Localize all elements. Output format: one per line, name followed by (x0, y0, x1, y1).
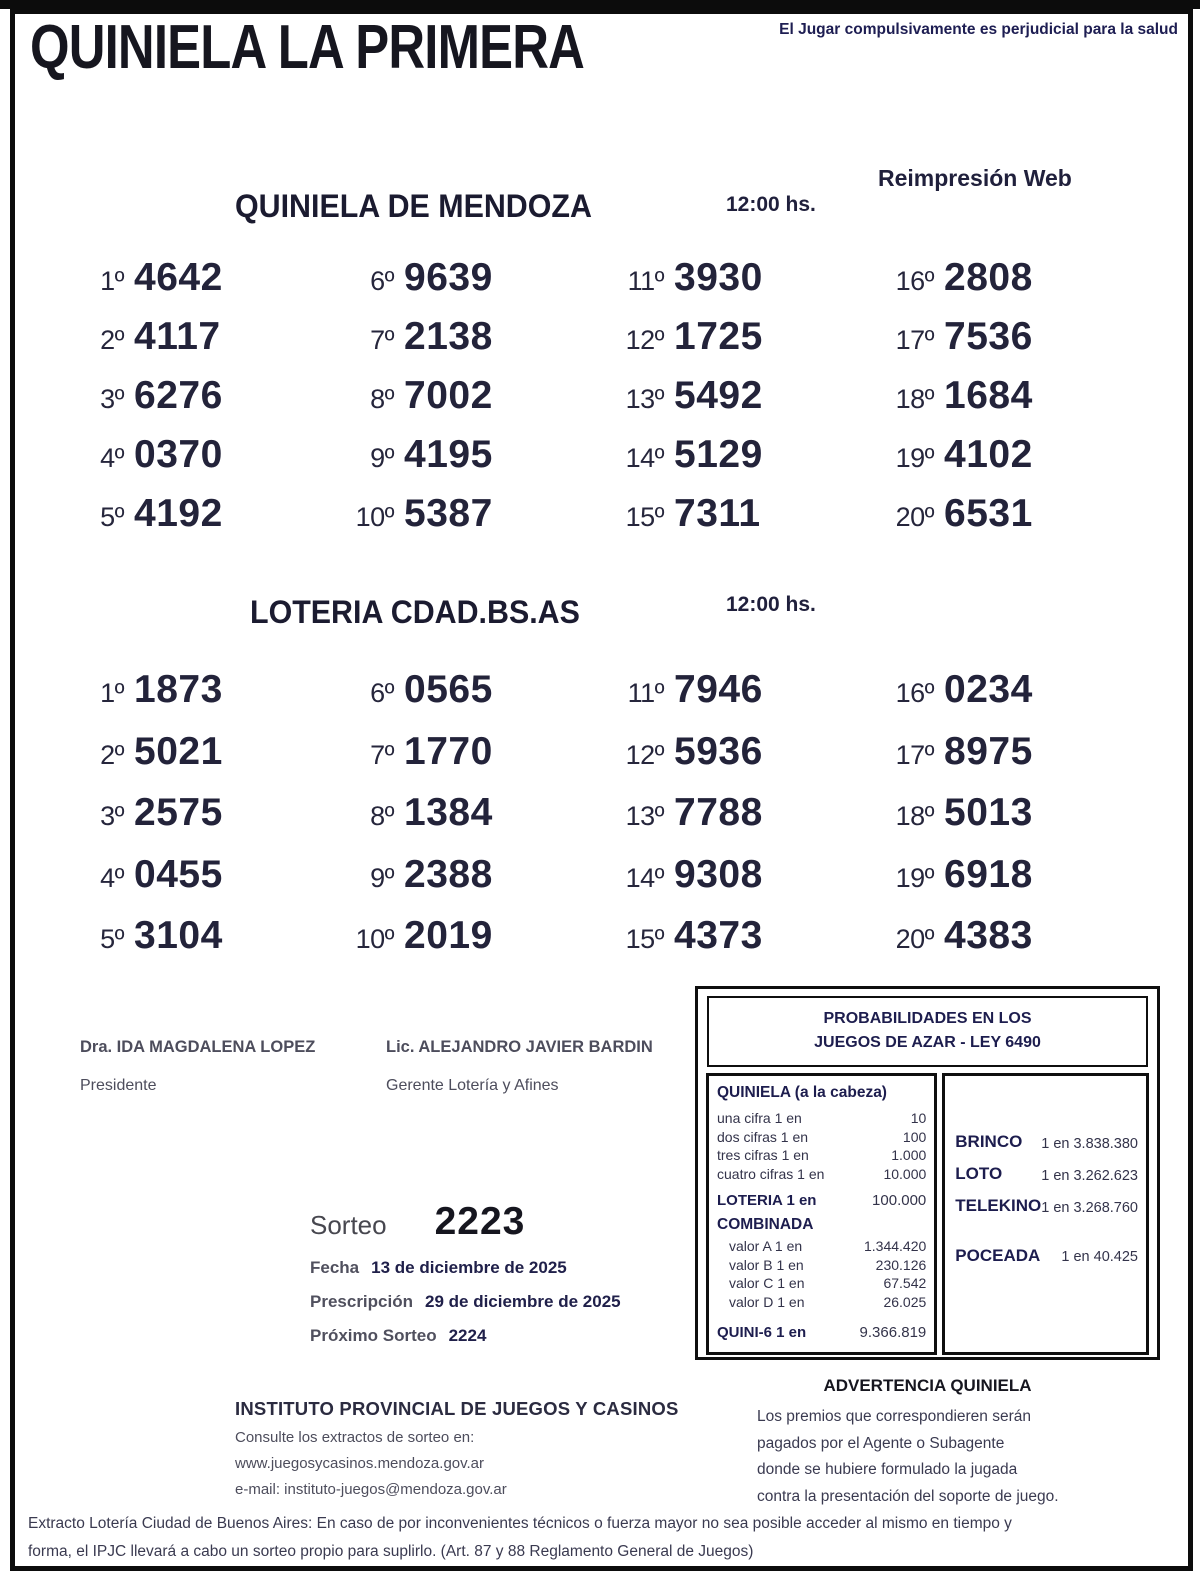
result-position: 16º (895, 266, 934, 296)
signature-block (386, 1038, 653, 1095)
result-position: 4º (100, 443, 124, 473)
result-number: 0565 (404, 668, 493, 711)
draw-title-bsas: LOTERIA CDAD.BS.AS (250, 594, 580, 630)
probability-label: valor A 1 en (729, 1238, 803, 1254)
results-grid-bsas (62, 668, 1142, 976)
quini6-odds-value: 9.366.819 (859, 1324, 927, 1341)
result-cell (872, 433, 1142, 492)
result-position: 19º (895, 862, 934, 893)
probabilities-left-panel (706, 1073, 937, 1355)
result-cell (332, 853, 602, 915)
result-position: 3º (100, 801, 124, 832)
signatory-role: Gerente Lotería y Afines (386, 1077, 559, 1094)
result-cell (602, 914, 872, 976)
result-position: 4º (100, 862, 124, 893)
probability-value: 10.000 (883, 1165, 927, 1182)
result-number: 2388 (404, 852, 493, 896)
signatory-name: Dra. IDA MAGDALENA LOPEZ (80, 1038, 316, 1056)
result-cell (62, 433, 332, 492)
game-odds (955, 1160, 1138, 1184)
result-cell (602, 315, 872, 374)
probability-row (717, 1109, 926, 1128)
probability-value: 1.000 (891, 1147, 927, 1163)
result-cell (872, 492, 1142, 551)
result-cell (62, 668, 332, 730)
result-position: 9º (370, 443, 394, 473)
result-cell (602, 853, 872, 915)
game-odds (955, 1246, 1138, 1266)
result-cell (872, 791, 1142, 853)
result-number: 6918 (944, 852, 1033, 896)
result-number: 8975 (944, 729, 1033, 773)
proximo-sorteo-label: Próximo Sorteo (310, 1326, 437, 1345)
probability-label: dos cifras 1 en (717, 1128, 809, 1145)
instituto-consulte-line: Consulte los extractos de sorteo en: (235, 1429, 475, 1446)
result-position: 20º (895, 502, 934, 532)
combinada-header: COMBINADA (717, 1216, 814, 1233)
fecha-value: 13 de diciembre de 2025 (371, 1258, 567, 1277)
fecha-label: Fecha (310, 1258, 360, 1277)
result-number: 2575 (134, 791, 223, 835)
result-cell (872, 914, 1142, 976)
result-position: 17º (895, 325, 934, 355)
signatory-role: Presidente (80, 1077, 157, 1094)
result-position: 17º (895, 739, 934, 770)
result-number: 7002 (404, 374, 493, 417)
advertencia-title: ADVERTENCIA QUINIELA (823, 1376, 1032, 1395)
probability-value: 10 (910, 1110, 927, 1126)
result-cell (872, 374, 1142, 433)
result-cell (872, 668, 1142, 730)
signatures (80, 1038, 653, 1095)
signature-block (80, 1038, 328, 1095)
prescripcion-value: 29 de diciembre de 2025 (425, 1292, 621, 1311)
result-position: 7º (370, 739, 394, 770)
result-cell (62, 853, 332, 915)
result-cell (332, 433, 602, 492)
result-number: 1684 (944, 374, 1033, 417)
quiniela-odds-rows (717, 1109, 926, 1183)
game-name: BRINCO (955, 1132, 1023, 1151)
probabilities-title (707, 996, 1148, 1067)
result-number: 7788 (674, 791, 763, 835)
result-position: 15º (625, 924, 664, 955)
probability-value: 26.025 (883, 1293, 927, 1310)
result-position: 2º (100, 739, 124, 770)
prescripcion-label: Prescripción (310, 1292, 413, 1311)
result-number: 0234 (944, 668, 1033, 711)
quiniela-odds-header: QUINIELA (a la cabeza) (717, 1084, 887, 1101)
draw-time-mendoza: 12:00 hs. (726, 193, 816, 216)
probabilities-title-line2: JUEGOS DE AZAR - LEY 6490 (814, 1034, 1041, 1051)
probability-label: cuatro cifras 1 en (717, 1165, 825, 1182)
result-number: 5492 (674, 374, 763, 417)
result-position: 12º (625, 739, 664, 770)
instituto-block (235, 1398, 679, 1498)
game-odds-value: 1 en 40.425 (1061, 1249, 1138, 1265)
result-position: 13º (625, 801, 664, 832)
result-number: 5387 (404, 492, 493, 535)
game-odds (955, 1128, 1138, 1152)
probability-value: 1.344.420 (863, 1238, 927, 1254)
result-cell (872, 853, 1142, 915)
result-number: 4383 (944, 914, 1033, 958)
result-cell (62, 492, 332, 551)
game-odds (955, 1192, 1138, 1216)
signatory-name: Lic. ALEJANDRO JAVIER BARDIN (386, 1038, 653, 1056)
result-position: 6º (370, 266, 394, 296)
result-position: 10º (355, 502, 394, 532)
probabilities-box (695, 986, 1160, 1360)
result-cell (332, 315, 602, 374)
result-cell (62, 914, 332, 976)
result-cell (602, 492, 872, 551)
result-number: 6531 (944, 492, 1033, 535)
result-cell (602, 374, 872, 433)
results-grid-mendoza (62, 256, 1142, 551)
result-position: 7º (370, 325, 394, 355)
result-position: 11º (627, 678, 664, 708)
result-number: 3104 (134, 914, 223, 958)
instituto-website: www.juegosycasinos.mendoza.gov.ar (235, 1455, 485, 1472)
result-cell (872, 730, 1142, 792)
result-number: 4192 (134, 492, 223, 535)
page-title: QUINIELA LA PRIMERA (30, 13, 585, 82)
advertencia-line: contra la presentación del soporte de juego. (757, 1487, 1059, 1505)
result-position: 15º (625, 502, 664, 532)
probabilities-right-panel (942, 1073, 1149, 1355)
result-position: 14º (625, 862, 664, 893)
instituto-name: INSTITUTO PROVINCIAL DE JUEGOS Y CASINOS (235, 1398, 679, 1419)
result-position: 12º (625, 325, 664, 355)
sorteo-block (310, 1200, 621, 1346)
game-odds-value: 1 en 3.838.380 (1041, 1136, 1138, 1152)
result-number: 0455 (134, 852, 223, 896)
result-number: 9639 (404, 256, 493, 299)
probability-label: una cifra 1 en (717, 1110, 802, 1126)
probability-row (717, 1128, 926, 1147)
sorteo-label: Sorteo (310, 1210, 387, 1240)
result-number: 2019 (404, 914, 493, 958)
result-number: 5129 (674, 433, 763, 476)
result-number: 3930 (674, 256, 763, 299)
probability-row (717, 1293, 926, 1312)
result-cell (872, 256, 1142, 315)
reprint-label: Reimpresión Web (878, 165, 1072, 191)
result-cell (62, 315, 332, 374)
result-number: 1384 (404, 791, 493, 835)
result-number: 5936 (674, 729, 763, 773)
result-position: 20º (895, 924, 934, 955)
result-cell (332, 256, 602, 315)
probability-label: valor B 1 en (729, 1256, 804, 1273)
probability-row (717, 1256, 926, 1275)
result-cell (62, 791, 332, 853)
result-position: 18º (895, 384, 934, 414)
probability-value: 100 (902, 1128, 927, 1145)
footer-note (28, 1510, 1178, 1566)
result-cell (602, 256, 872, 315)
probabilities-title-line1: PROBABILIDADES EN LOS (823, 1010, 1032, 1027)
probability-row (717, 1165, 926, 1184)
result-cell (62, 730, 332, 792)
footer-line-1: Extracto Lotería Ciudad de Buenos Aires: En caso de por inconvenientes técnicos o fuerza mayor no sea posible acceder al mismo en tiempo y (28, 1515, 1012, 1532)
advertencia-line: pagados por el Agente o Subagente (757, 1434, 1005, 1452)
sorteo-number: 2223 (434, 1200, 526, 1243)
result-number: 6276 (134, 374, 223, 417)
combinada-odds-rows (717, 1237, 926, 1311)
result-number: 5013 (944, 791, 1033, 835)
result-position: 16º (895, 678, 934, 708)
result-position: 5º (100, 924, 124, 955)
advertencia-text (757, 1404, 1157, 1510)
result-number: 4102 (944, 433, 1033, 476)
result-position: 11º (627, 266, 664, 296)
result-number: 4373 (674, 914, 763, 958)
result-position: 10º (355, 924, 394, 955)
result-cell (332, 730, 602, 792)
result-position: 2º (100, 325, 124, 355)
game-name: LOTO (955, 1164, 1003, 1183)
result-position: 1º (100, 678, 124, 708)
probability-value: 230.126 (875, 1256, 927, 1273)
result-position: 18º (895, 801, 934, 832)
result-number: 7536 (944, 315, 1033, 358)
result-number: 4117 (134, 315, 221, 358)
result-number: 4642 (134, 256, 223, 299)
result-cell (602, 668, 872, 730)
result-cell (332, 374, 602, 433)
probability-label: valor C 1 en (729, 1275, 805, 1291)
advertencia-line: donde se hubiere formulado la jugada (757, 1461, 1018, 1478)
loteria-odds-value: 100.000 (872, 1192, 927, 1209)
result-cell (602, 791, 872, 853)
result-cell (332, 668, 602, 730)
result-position: 6º (370, 678, 394, 708)
result-number: 9308 (674, 852, 763, 896)
result-cell (62, 374, 332, 433)
result-number: 1770 (404, 729, 493, 773)
footer-line-2: forma, el IPJC llevará a cabo un sorteo propio para suplirlo. (Art. 87 y 88 Reglamento General de Juegos) (28, 1543, 754, 1560)
result-position: 3º (100, 384, 124, 414)
probability-value: 67.542 (883, 1275, 927, 1291)
result-cell (332, 492, 602, 551)
result-cell (872, 315, 1142, 374)
result-number: 1873 (134, 668, 223, 711)
game-odds-value: 1 en 3.262.623 (1041, 1168, 1138, 1184)
result-position: 19º (895, 443, 934, 473)
result-position: 13º (625, 384, 664, 414)
probability-row (717, 1237, 926, 1256)
top-border-bar (0, 0, 1200, 9)
result-number: 4195 (404, 433, 493, 476)
probability-label: valor D 1 en (729, 1293, 805, 1310)
loteria-odds-label: LOTERIA 1 en (717, 1192, 817, 1209)
probability-row (717, 1274, 926, 1293)
result-number: 7311 (674, 492, 761, 535)
result-number: 2808 (944, 256, 1033, 299)
result-cell (602, 433, 872, 492)
draw-time-bsas: 12:00 hs. (726, 593, 816, 616)
game-name: POCEADA (955, 1246, 1041, 1265)
quini6-odds-label: QUINI-6 1 en (717, 1324, 807, 1341)
result-position: 8º (370, 801, 394, 832)
result-cell (62, 256, 332, 315)
proximo-sorteo-value: 2224 (448, 1326, 487, 1345)
advertencia-line: Los premios que correspondieren serán (757, 1408, 1031, 1425)
probability-label: tres cifras 1 en (717, 1147, 809, 1163)
probability-row (717, 1146, 926, 1165)
result-number: 1725 (674, 315, 763, 358)
result-cell (332, 791, 602, 853)
result-cell (602, 730, 872, 792)
result-position: 9º (370, 862, 394, 893)
result-number: 2138 (404, 315, 493, 358)
result-position: 5º (100, 502, 124, 532)
game-odds-value: 1 en 3.268.760 (1041, 1200, 1138, 1216)
result-number: 0370 (134, 433, 223, 476)
instituto-email: e-mail: instituto-juegos@mendoza.gov.ar (235, 1481, 507, 1498)
result-number: 5021 (134, 729, 223, 773)
game-name: TELEKINO (955, 1196, 1042, 1215)
result-position: 14º (625, 443, 664, 473)
result-number: 7946 (674, 668, 763, 711)
result-position: 8º (370, 384, 394, 414)
result-position: 1º (100, 266, 124, 296)
result-cell (332, 914, 602, 976)
health-warning: El Jugar compulsivamente es perjudicial para la salud (779, 21, 1178, 38)
draw-title-mendoza: QUINIELA DE MENDOZA (235, 188, 592, 224)
